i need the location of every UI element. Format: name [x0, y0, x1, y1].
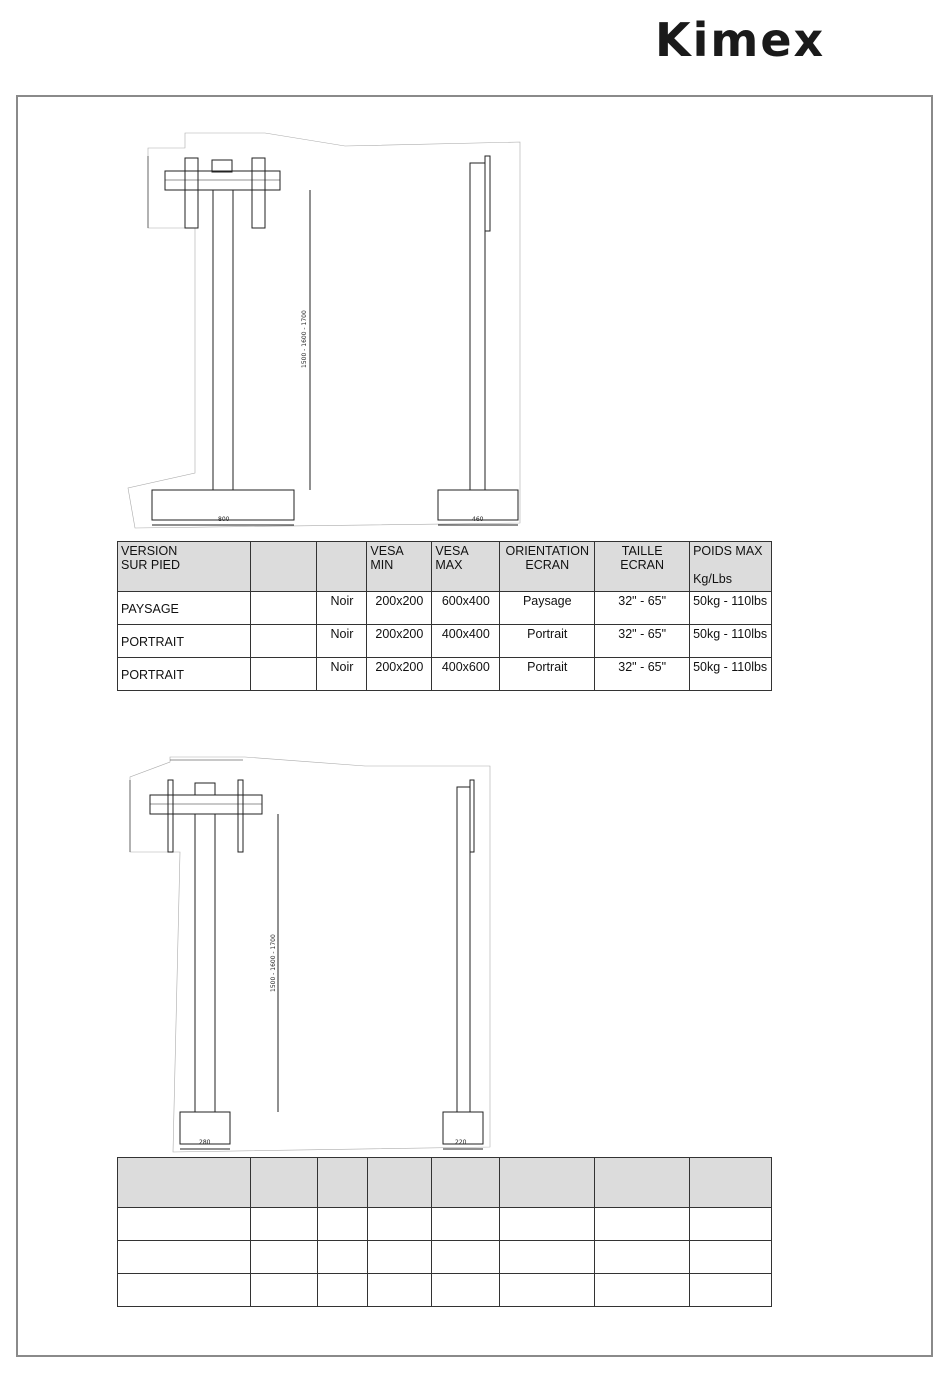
header-version: VERSION SUR PIED: [118, 542, 251, 592]
height-dimension-1: 1500 - 1600 - 1700: [301, 310, 308, 368]
header-vesa-max: VESA MAX: [432, 542, 500, 592]
width-dimension-1: 800: [218, 516, 230, 523]
table-row: [118, 1208, 772, 1241]
width-dimension-2: 280: [199, 1139, 211, 1146]
stand-drawing-portrait: [125, 752, 495, 1157]
spec-table-2: [117, 1157, 772, 1307]
header-orientation: ORIENTATION ECRAN: [500, 542, 595, 592]
table-row: PORTRAIT Noir 200x200 400x400 Portrait 32" - 65" 50kg - 110lbs: [118, 625, 772, 658]
header-vesa-min: VESA MIN: [367, 542, 432, 592]
stand-drawing-landscape: [120, 128, 530, 533]
spec-table-1: [117, 541, 772, 691]
table-row: PORTRAIT Noir 200x200 400x600 Portrait 32" - 65" 50kg - 110lbs: [118, 658, 772, 691]
depth-dimension-2: 220: [455, 1139, 467, 1146]
table-row: PAYSAGE Noir 200x200 600x400 Paysage 32" - 65" 50kg - 110lbs: [118, 592, 772, 625]
header-screen-size: TAILLE ECRAN: [595, 542, 690, 592]
height-dimension-2: 1500 - 1600 - 1700: [270, 934, 277, 992]
header-max-weight: POIDS MAX Kg/Lbs: [690, 542, 772, 592]
kimex-logo: Kimex: [655, 13, 826, 67]
depth-dimension-1: 460: [472, 516, 484, 523]
table-row: [118, 1274, 772, 1307]
table-row: [118, 1241, 772, 1274]
